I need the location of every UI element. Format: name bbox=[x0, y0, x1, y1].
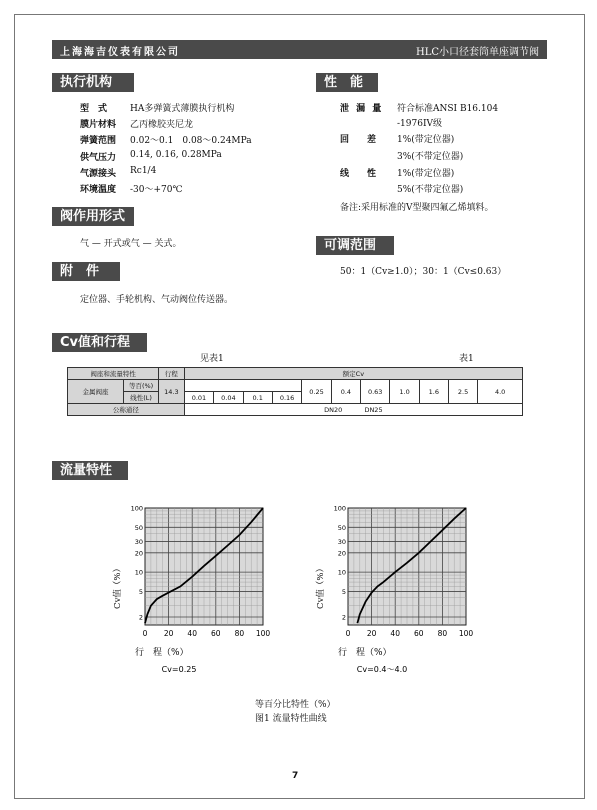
cv-eq-4: 1.6 bbox=[419, 380, 448, 404]
actuator-value-4: Rc1/4 bbox=[130, 165, 157, 176]
cv-lin-2: 0.1 bbox=[243, 392, 272, 404]
section-actuator: 执行机构 bbox=[52, 73, 134, 92]
cv-table bbox=[67, 367, 523, 416]
cv-eq-6: 4.0 bbox=[478, 380, 523, 404]
y-tick-label: 50 bbox=[134, 523, 143, 532]
x-tick-label: 80 bbox=[437, 629, 448, 638]
label-linear: 线性(L) bbox=[124, 392, 159, 404]
hysteresis-value: 1%(带定位器) bbox=[397, 135, 455, 145]
x-tick-label: 40 bbox=[187, 629, 197, 638]
actuator-label-1: 膜片材料 bbox=[80, 120, 117, 131]
page-header bbox=[52, 40, 547, 59]
flow-caption-2: 图1 流量特性曲线 bbox=[255, 714, 327, 724]
cv-eq-2: 0.63 bbox=[361, 380, 390, 404]
section-flow: 流量特性 bbox=[52, 461, 128, 480]
y-axis-label: Cv值（%） bbox=[316, 564, 326, 609]
y-tick-label: 5 bbox=[341, 587, 346, 596]
cv-lin-0: 0.01 bbox=[184, 392, 213, 404]
section-cv: Cv值和行程 bbox=[52, 333, 147, 352]
x-tick-label: 80 bbox=[234, 629, 245, 638]
chart-title: Cv=0.4～4.0 bbox=[356, 665, 408, 674]
cv-eq-3: 1.0 bbox=[390, 380, 419, 404]
actuator-value-3: 0.14, 0.16, 0.28MPa bbox=[130, 149, 222, 160]
x-axis-label: 行 程（%） bbox=[338, 648, 392, 658]
leak-value: 符合标准ANSI B16.104 bbox=[397, 104, 499, 114]
actuator-label-2: 弹簧范围 bbox=[80, 136, 117, 147]
dn20: DN20 bbox=[324, 405, 343, 414]
product-name: HLC小口径套筒单座调节阀 bbox=[415, 47, 539, 58]
x-axis-label: 行 程（%） bbox=[135, 648, 189, 658]
flow-chart-1 bbox=[105, 500, 285, 685]
x-tick-label: 40 bbox=[390, 629, 400, 638]
leak-value-2: -1976IV级 bbox=[397, 119, 443, 129]
x-tick-label: 0 bbox=[345, 629, 351, 638]
cv-lin-3: 0.16 bbox=[272, 392, 301, 404]
section-accessories: 附 件 bbox=[52, 262, 120, 281]
actuator-value-5: -30～+70℃ bbox=[130, 185, 183, 195]
action-text: 气 — 开式或气 — 关式。 bbox=[80, 239, 182, 249]
leak-label: 泄 漏 量 bbox=[340, 104, 384, 114]
actuator-label-0: 型 式 bbox=[80, 104, 108, 114]
section-range: 可调范围 bbox=[316, 236, 394, 255]
x-tick-label: 60 bbox=[211, 629, 221, 638]
actuator-value-0: HA多弹簧式薄膜执行机构 bbox=[130, 104, 235, 114]
flow-caption-1: 等百分比特性（%） bbox=[255, 700, 336, 710]
row-metal-seat: 金属阀座 bbox=[68, 380, 124, 404]
dn25: DN25 bbox=[364, 405, 383, 414]
hysteresis-value-2: 3%(不带定位器) bbox=[397, 152, 464, 162]
y-tick-label: 20 bbox=[337, 549, 346, 558]
y-tick-label: 20 bbox=[134, 549, 143, 558]
header-characteristic: 阀座和流量特性 bbox=[68, 368, 159, 380]
actuator-label-5: 环境温度 bbox=[80, 185, 117, 195]
label-nominal-diameter: 公称通径 bbox=[68, 404, 185, 416]
y-tick-label: 100 bbox=[333, 504, 346, 513]
accessories-text: 定位器、手轮机构、气动阀位传送器。 bbox=[80, 295, 234, 305]
page-number: 7 bbox=[292, 771, 299, 781]
y-tick-label: 10 bbox=[337, 568, 346, 577]
x-tick-label: 0 bbox=[142, 629, 148, 638]
x-tick-label: 20 bbox=[163, 629, 174, 638]
y-tick-label: 10 bbox=[134, 568, 143, 577]
actuator-value-2: 0.02～0.1 0.08～0.24MPa bbox=[130, 136, 252, 147]
cv-eq-5: 2.5 bbox=[448, 380, 477, 404]
table-label: 表1 bbox=[459, 354, 474, 364]
x-tick-label: 100 bbox=[255, 629, 271, 638]
x-tick-label: 20 bbox=[366, 629, 377, 638]
see-table: 见表1 bbox=[200, 354, 224, 364]
linearity-value: 1%(带定位器) bbox=[397, 169, 455, 179]
y-axis-label: Cv值（%） bbox=[113, 564, 123, 609]
linearity-value-2: 5%(不带定位器) bbox=[397, 185, 464, 195]
chart-title: Cv=0.25 bbox=[161, 665, 197, 674]
y-tick-label: 30 bbox=[134, 538, 143, 547]
range-text: 50：1（Cv≥1.0）；30：1（Cv≤0.63） bbox=[340, 267, 507, 277]
y-tick-label: 5 bbox=[138, 587, 143, 596]
section-action: 阀作用形式 bbox=[52, 207, 134, 226]
cv-eq-1: 0.4 bbox=[331, 380, 360, 404]
actuator-value-1: 乙丙橡胶夹尼龙 bbox=[130, 120, 194, 131]
y-tick-label: 50 bbox=[337, 523, 346, 532]
x-tick-label: 60 bbox=[414, 629, 424, 638]
y-tick-label: 2 bbox=[341, 613, 346, 622]
x-tick-label: 100 bbox=[458, 629, 474, 638]
company-name: 上海海吉仪表有限公司 bbox=[60, 47, 180, 58]
header-travel: 行程 bbox=[159, 368, 185, 380]
hysteresis-label: 回 差 bbox=[340, 135, 377, 145]
y-tick-label: 100 bbox=[130, 504, 143, 513]
y-tick-label: 30 bbox=[337, 538, 346, 547]
y-tick-label: 2 bbox=[138, 613, 143, 622]
header-rated-cv: 额定Cv bbox=[184, 368, 522, 380]
travel-value: 14.3 bbox=[159, 380, 185, 404]
linearity-label: 线 性 bbox=[340, 169, 377, 179]
flow-chart-2 bbox=[308, 500, 488, 685]
cv-eq-0: 0.25 bbox=[302, 380, 331, 404]
label-equal-percent: 等百(%) bbox=[124, 380, 159, 392]
section-performance: 性 能 bbox=[316, 73, 378, 92]
nominal-diameters bbox=[184, 404, 522, 416]
performance-note: 备注:采用标准的V型聚四氟乙烯填料。 bbox=[340, 203, 494, 213]
actuator-label-3: 供气压力 bbox=[80, 152, 117, 163]
cv-lin-1: 0.04 bbox=[214, 392, 243, 404]
actuator-label-4: 气源接头 bbox=[80, 168, 117, 179]
